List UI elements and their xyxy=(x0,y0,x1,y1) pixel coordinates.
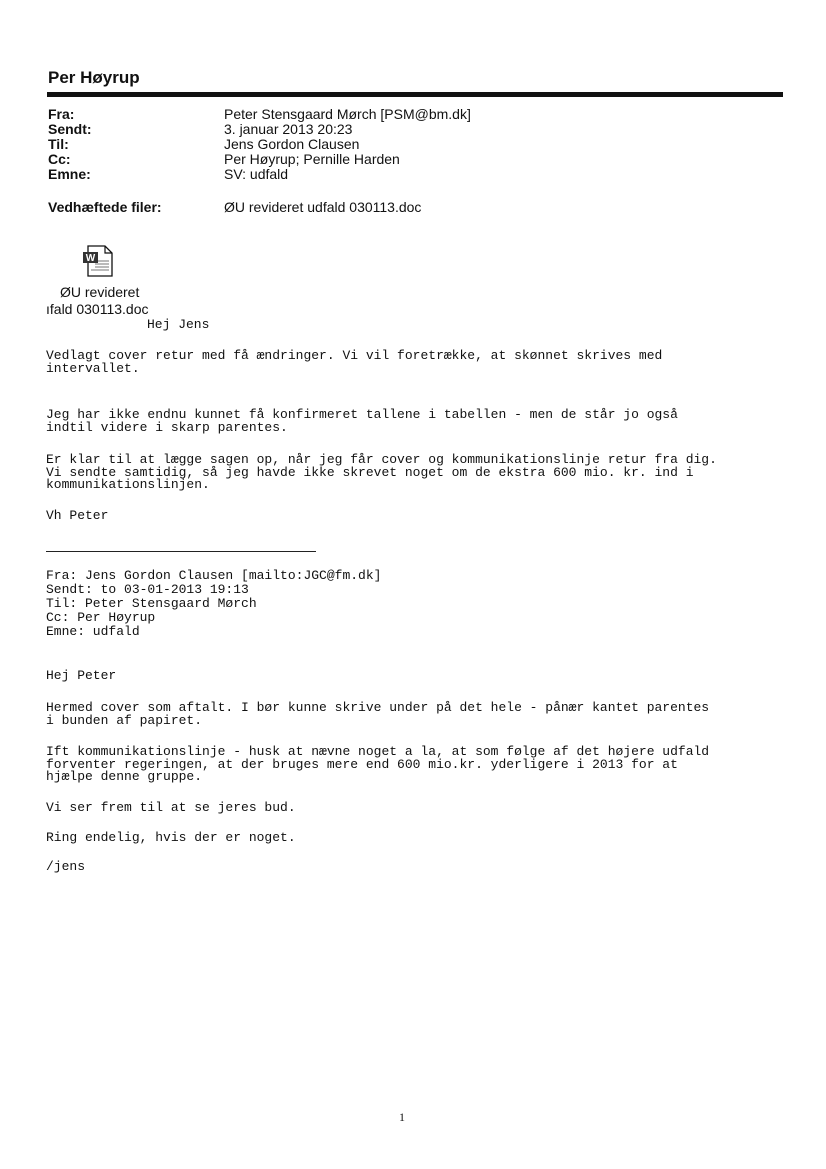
subject-label: Emne: xyxy=(48,166,91,182)
attachments-value[interactable]: ØU revideret udfald 030113.doc xyxy=(224,199,422,215)
reply-signoff: Vh Peter xyxy=(46,508,109,523)
quote-separator xyxy=(46,551,316,552)
quoted-greeting: Hej Peter xyxy=(46,668,117,683)
attachments-label: Vedhæftede filer: xyxy=(48,199,162,215)
quoted-cc: Cc: Per Høyrup xyxy=(46,610,156,625)
title-rule xyxy=(47,92,783,97)
quoted-subject: Emne: udfald xyxy=(46,624,140,639)
cc-value: Per Høyrup; Pernille Harden xyxy=(224,151,400,167)
reply-paragraph-2: Jeg har ikke endnu kunnet få konfirmeret tallene i tabellen - men de står jo også indtil videre i skarp parentes. xyxy=(46,407,678,435)
quoted-signoff: /jens xyxy=(46,859,86,874)
to-label: Til: xyxy=(48,136,69,152)
from-label: Fra: xyxy=(48,106,75,122)
quoted-to: Til: Peter Stensgaard Mørch xyxy=(46,596,257,611)
svg-text:W: W xyxy=(85,253,96,264)
quoted-paragraph-4: Ring endelig, hvis der er noget. xyxy=(46,830,296,845)
page-title: Per Høyrup xyxy=(48,68,140,87)
word-document-icon[interactable] xyxy=(82,245,112,275)
to-value: Jens Gordon Clausen xyxy=(224,136,360,152)
sent-label: Sendt: xyxy=(48,121,92,137)
cc-label: Cc: xyxy=(48,151,71,167)
quoted-from: Fra: Jens Gordon Clausen [mailto:JGC@fm.dk] xyxy=(46,568,382,583)
from-value: Peter Stensgaard Mørch [PSM@bm.dk] xyxy=(224,106,471,122)
attachment-caption-line2[interactable]: ıfald 030113.doc xyxy=(46,301,149,317)
subject-value: SV: udfald xyxy=(224,166,289,182)
attachment-caption-line1[interactable]: ØU revideret xyxy=(60,284,140,300)
reply-paragraph-1: Vedlagt cover retur med få ændringer. Vi vil foretrække, at skønnet skrives med intervallet. xyxy=(46,348,663,376)
reply-greeting: Hej Jens xyxy=(147,317,210,332)
quoted-paragraph-2: Ift kommunikationslinje - husk at nævne noget a la, at som følge af det højere udfald forventer regeringen, at der bruges mere end 600 mio.kr. yderligere i 2013 for at hjælpe denne gruppe. xyxy=(46,744,710,784)
reply-paragraph-3: Er klar til at lægge sagen op, når jeg får cover og kommunikationslinje retur fra dig. Vi sendte samtidig, så jeg havde ikke skrevet noget om de ekstra 600 mio. kr. ind i kommunikationslinjen. xyxy=(46,452,717,492)
quoted-sent: Sendt: to 03-01-2013 19:13 xyxy=(46,582,249,597)
quoted-paragraph-1: Hermed cover som aftalt. I bør kunne skrive under på det hele - pånær kantet parentes i bunden af papiret. xyxy=(46,700,710,728)
sent-value: 3. januar 2013 20:23 xyxy=(224,121,353,137)
quoted-paragraph-3: Vi ser frem til at se jeres bud. xyxy=(46,800,296,815)
page-number: 1 xyxy=(399,1110,405,1124)
